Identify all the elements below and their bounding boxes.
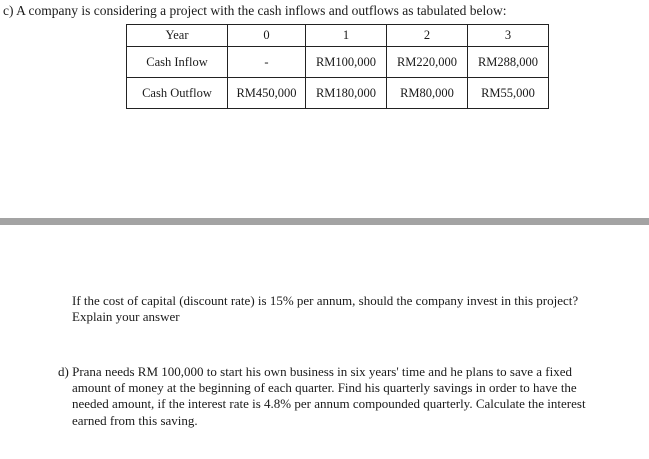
- table-cell: RM180,000: [306, 78, 387, 109]
- part-d-block: [36, 364, 612, 429]
- header-cell-year-2: 2: [387, 25, 468, 47]
- row-label-cell: Cash Outflow: [127, 78, 228, 109]
- row-label-cell: Cash Inflow: [127, 47, 228, 78]
- table-row-cash-inflow: [127, 47, 549, 78]
- cash-flow-table: [126, 24, 549, 109]
- part-c-intro: c) A company is considering a project with the cash inflows and outflows as tabulated below:: [3, 3, 507, 18]
- part-c-question: If the cost of capital (discount rate) is 15% per annum, should the company invest in this project? Explain your answer: [72, 293, 579, 324]
- table-cell: RM100,000: [306, 47, 387, 78]
- table-cell: RM80,000: [387, 78, 468, 109]
- table-header-row: [127, 25, 549, 47]
- table-cell: RM55,000: [468, 78, 549, 109]
- header-cell-year: Year: [127, 25, 228, 47]
- section-divider: [0, 218, 649, 225]
- table-cell: RM220,000: [387, 47, 468, 78]
- table-cell: -: [228, 47, 306, 78]
- header-cell-year-0: 0: [228, 25, 306, 47]
- table-cell: RM288,000: [468, 47, 549, 78]
- part-d-body: Prana needs RM 100,000 to start his own business in six years' time and he plans to save a fixed amount of money at the beginning of each quarter. Find his quarterly savings in order to have the needed amount, if the interest rate is 4.8% per annum compounded quarterly. Calculate the interest earned from this saving.: [72, 364, 586, 428]
- part-d-label: d): [58, 364, 69, 379]
- part-d-text: [36, 364, 612, 429]
- table-cell: RM450,000: [228, 78, 306, 109]
- header-cell-year-3: 3: [468, 25, 549, 47]
- header-cell-year-1: 1: [306, 25, 387, 47]
- table-row-cash-outflow: [127, 78, 549, 109]
